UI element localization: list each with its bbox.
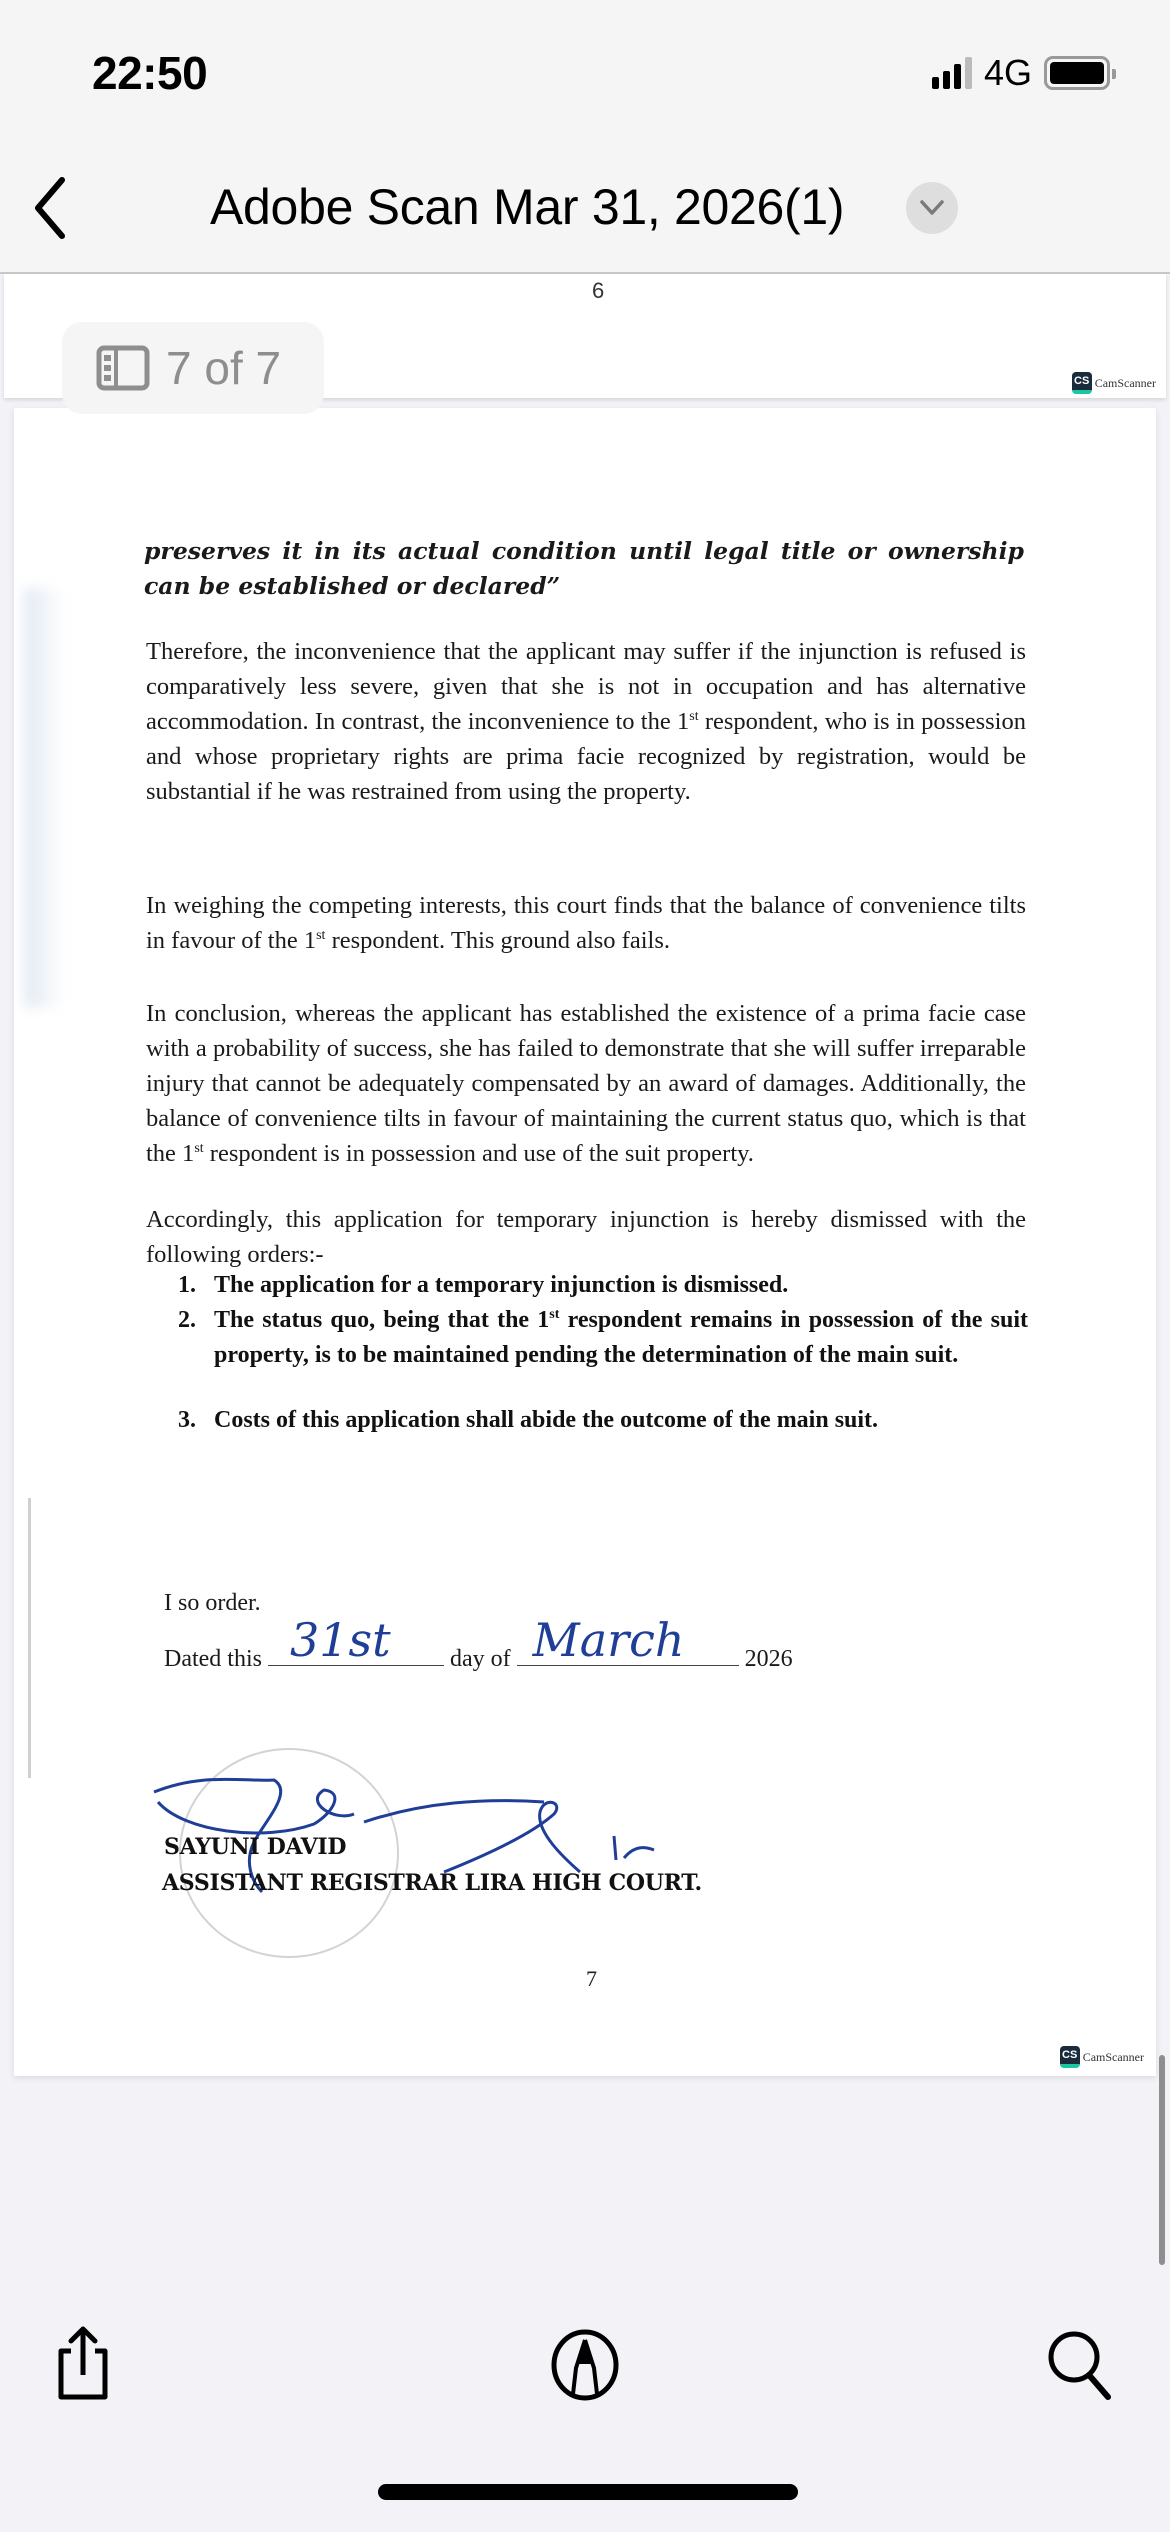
page-number: 7 — [586, 1966, 597, 1991]
cellular-signal-icon — [932, 57, 972, 89]
orders-list — [178, 1268, 1028, 1438]
navigation-bar — [0, 150, 1170, 274]
previous-page-number: 6 — [592, 278, 605, 303]
order-item: 1. The application for a temporary injunction is dismissed. — [178, 1272, 789, 1298]
scan-edge-mark — [28, 1498, 31, 1778]
markup-pen-icon — [550, 2328, 620, 2402]
annotate-button[interactable] — [540, 2320, 630, 2410]
search-button[interactable] — [1036, 2320, 1126, 2410]
network-type: 4G — [983, 52, 1032, 93]
handwritten-month: March — [532, 1613, 685, 1667]
share-button[interactable] — [38, 2320, 128, 2410]
paragraph-balance: In weighing the competing interests, this court finds that the balance of convenience tilts in favour of the 1st respondent. This ground also fails. — [146, 892, 1026, 954]
bottom-toolbar — [0, 2300, 1170, 2440]
quote-text: preserves it in its actual condition until legal title or ownership can be established or declared” — [144, 537, 1024, 600]
dated-line: Dated this 31st day of March 2026 — [164, 1613, 793, 1672]
order-item: 3. Costs of this application shall abide the outcome of the main suit. — [178, 1407, 879, 1433]
officer-name: SAYUNI DAVID — [164, 1834, 347, 1860]
pdf-viewer[interactable] — [0, 274, 1170, 2274]
sidebar-thumbnails-icon — [96, 345, 150, 391]
camscanner-watermark: CS CamScanner — [1072, 372, 1156, 394]
paragraph-conclusion: In conclusion, whereas the applicant has established the existence of a prima facie case with a probability of success, she has failed to demonstrate that she will suffer irreparable injury that cannot be adequately compensated by an award of damages. Additionally, the balance of convenience tilts in favour of maintaining the current status quo, which is that the 1st respondent is in possession and use of the suit property. — [146, 1000, 1026, 1167]
title-menu-button[interactable] — [906, 182, 958, 234]
camscanner-logo-icon: CS — [1072, 372, 1092, 394]
scan-smudge — [24, 588, 64, 1008]
camscanner-logo-icon: CS — [1060, 2046, 1080, 2068]
page-counter[interactable] — [62, 322, 324, 414]
officer-title: ASSISTANT REGISTRAR LIRA HIGH COURT. — [162, 1870, 702, 1896]
camscanner-watermark: CS CamScanner — [1060, 2046, 1144, 2068]
chevron-left-icon — [30, 176, 70, 240]
paragraph-inconvenience: Therefore, the inconvenience that the applicant may suffer if the injunction is refused is comparatively less severe, given that she is not in occupation and has alternative accommodation. In contrast, the inconvenience to the 1st respondent, who is in possession and whose proprietary rights are prima facie recognized by registration, would be substantial if he was restrained from using the property. — [146, 638, 1026, 805]
share-icon — [51, 2325, 115, 2405]
current-page — [14, 408, 1156, 2076]
status-time: 22:50 — [92, 47, 208, 99]
status-indicators — [932, 52, 1110, 94]
status-bar — [0, 0, 1170, 150]
home-indicator[interactable] — [378, 2484, 798, 2500]
document-title[interactable]: Adobe Scan Mar 31, 2026(1) — [210, 179, 845, 235]
chevron-down-icon — [919, 199, 945, 217]
vertical-scrollbar[interactable] — [1159, 2055, 1165, 2265]
page-counter-text: 7 of 7 — [166, 342, 282, 394]
search-icon — [1046, 2329, 1116, 2401]
handwritten-day: 31st — [289, 1613, 391, 1667]
back-button[interactable] — [20, 168, 80, 248]
order-item: 2. The status quo, being that the 1st respondent remains in possession of the suit property, is to be maintained pending the determination of the main suit. — [178, 1307, 1029, 1368]
paragraph-accordingly: Accordingly, this application for temporary injunction is hereby dismissed with the following orders:- — [146, 1206, 1026, 1268]
battery-icon — [1044, 56, 1110, 90]
closing-text: I so order. — [164, 1590, 261, 1616]
